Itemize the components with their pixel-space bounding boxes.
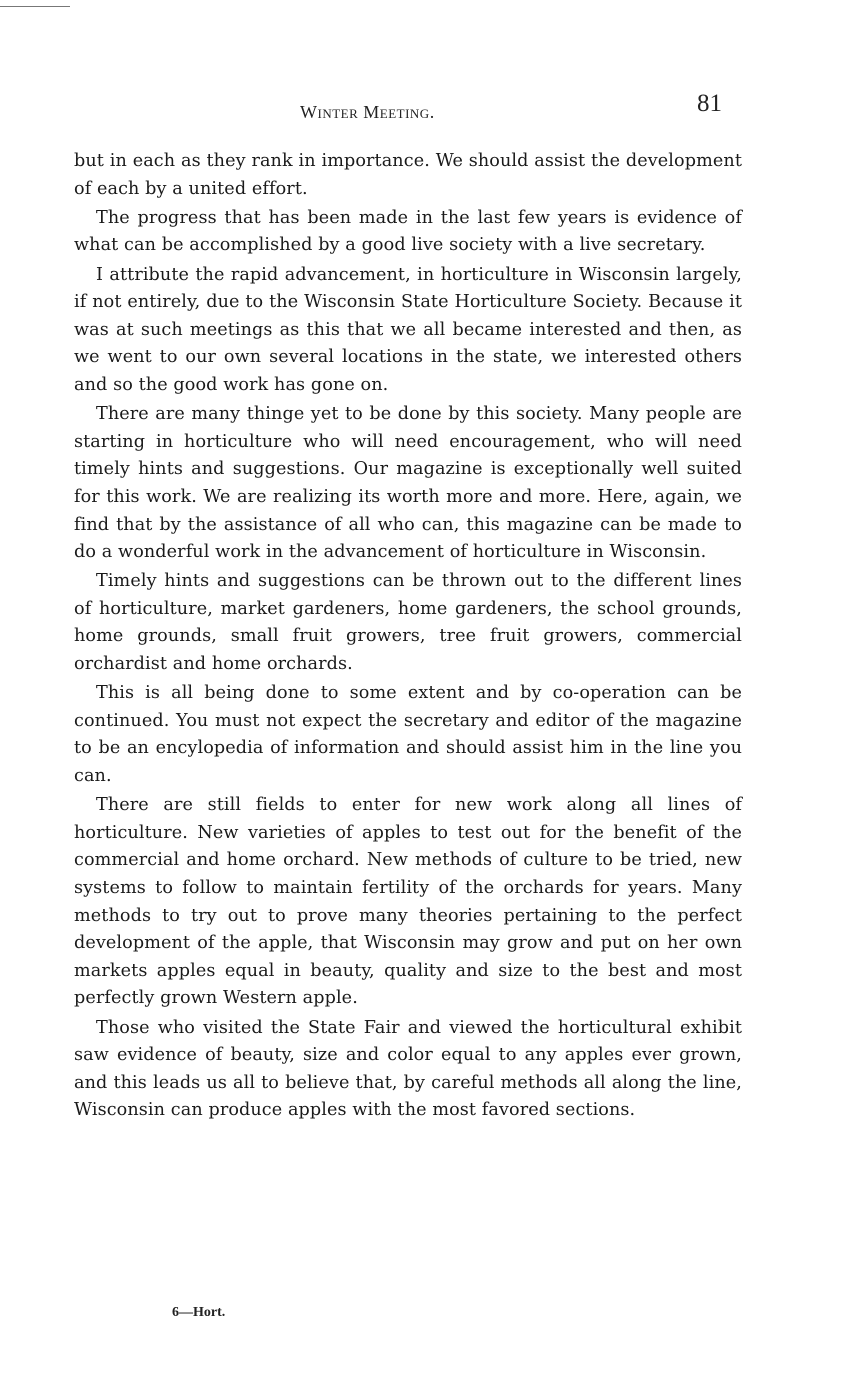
paragraph: Those who visited the State Fair and viewed the horticultural exhibit saw evidence of beauty, size and color equal to any apples ever grown, and this leads us all to believe that, by careful methods all along the line, Wisconsin can produce apples with the most favored sections. [74, 1017, 742, 1121]
page-header [0, 88, 867, 128]
paragraph: There are many thinge yet to be done by this society. Many people are starting in horticulture who will need encouragement, who will need timely hints and suggestions. Our magazine is exceptionally well suited for this work. We are realizing its worth more and more. Here, again, we find that by the assistance of all who can, this magazine can be made to do a wonderful work in the advancement of horticulture in Wisconsin. [74, 404, 742, 563]
paragraph: The progress that has been made in the last few years is evidence of what can be accomplished by a good live society with a live secretary. [74, 207, 742, 256]
paragraph: Timely hints and suggestions can be thrown out to the different lines of horticulture, market gardeners, home gardeners, the school grounds, home grounds, small fruit growers, tree fruit growers, commercial orchardist and home orchards. [74, 571, 742, 675]
running-head: Winter Meeting. [300, 102, 435, 122]
paragraph: There are still fields to enter for new work along all lines of horticulture. New varieties of apples to test out for the benefit of the commercial and home orchard. New methods of culture to be tried, new systems to follow to maintain fertility of the orchards for years. Many methods to try out to prove many theories pertaining to the perfect development of the apple, that Wisconsin may grow and put on her own markets apples equal in beauty, quality and size to the best and most perfectly grown Western apple. [74, 795, 742, 1009]
page-number: 81 [697, 90, 722, 117]
signature-mark: 6—Hort. [172, 1305, 226, 1320]
paragraph: I attribute the rapid advancement, in horticulture in Wisconsin largely, if not entirely, due to the Wisconsin State Horticulture Society. Because it was at such meetings as this that we all became interested and then, as we went to our own several locations in the state, we interested others and so the good work has gone on. [74, 264, 742, 395]
page-edge-rule [0, 6, 70, 7]
body-text [74, 148, 742, 1127]
paragraph: This is all being done to some extent and by co-operation can be continued. You must not expect the secretary and editor of the magazine to be an encylopedia of information and should assist him in the line you can. [74, 683, 742, 787]
paragraph: but in each as they rank in importance. We should assist the development of each by a united effort. [74, 151, 742, 199]
